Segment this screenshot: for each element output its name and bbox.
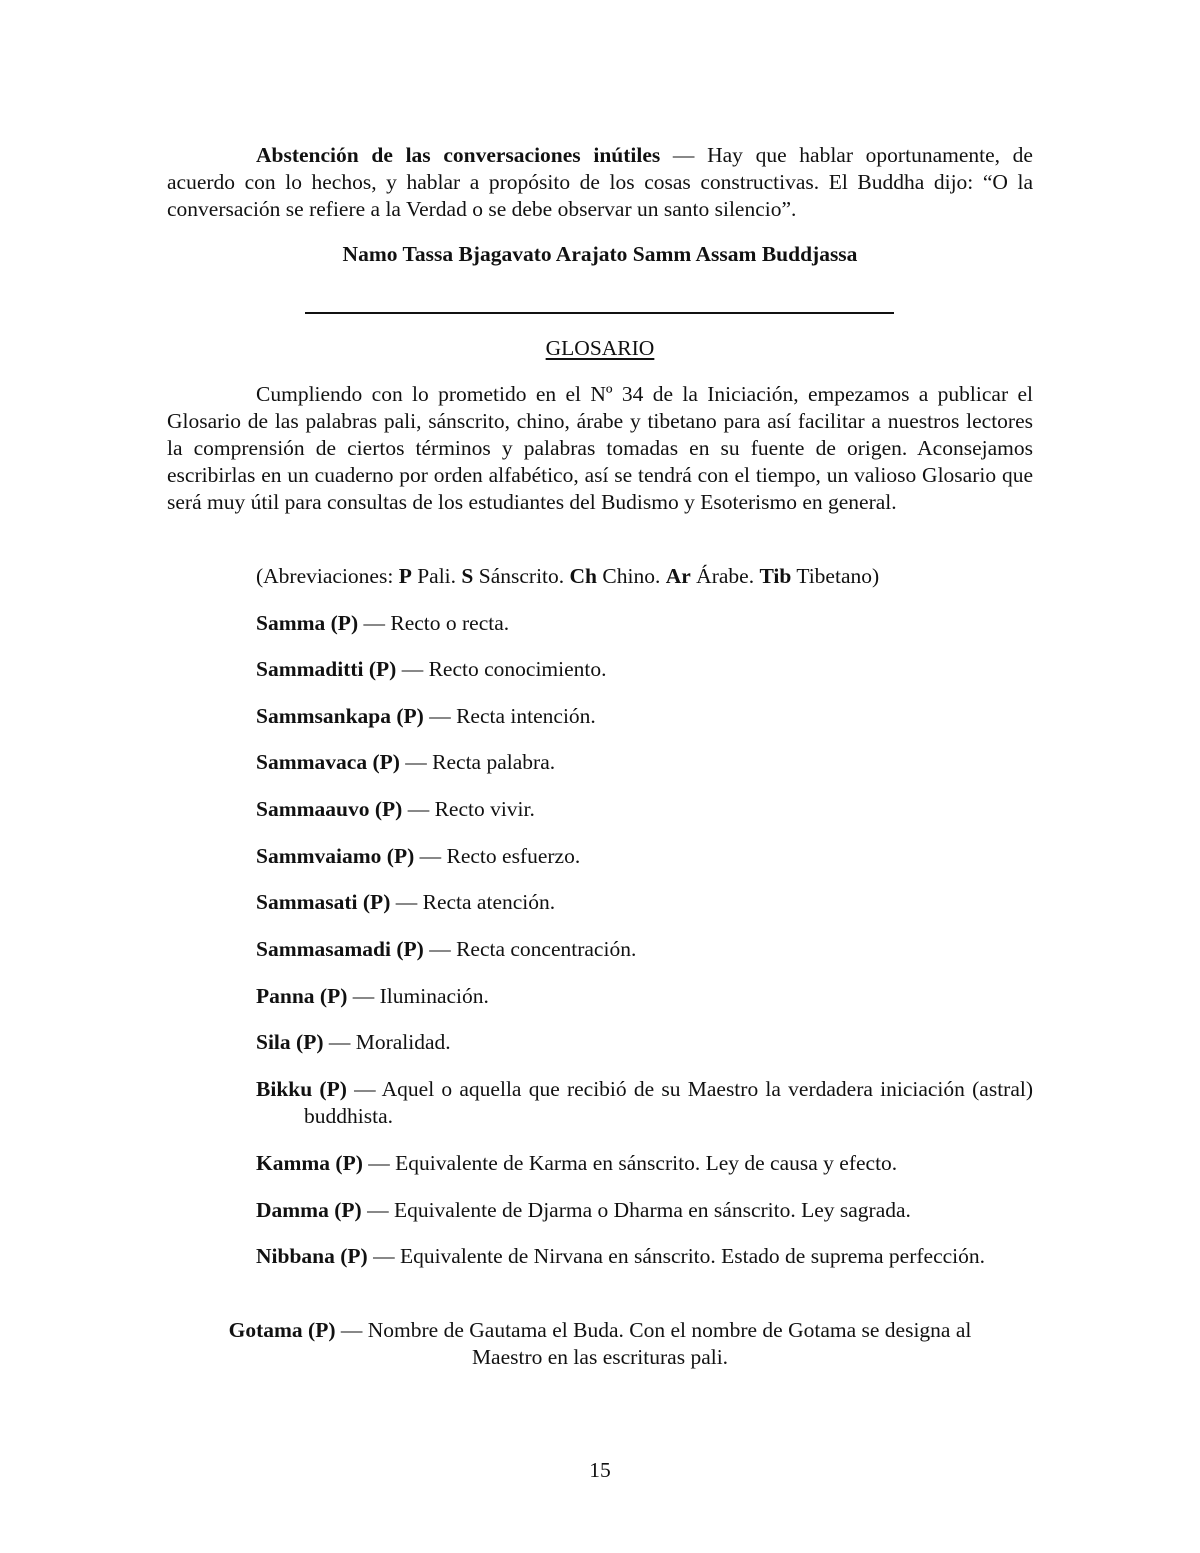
gotama-line-1: Gotama (P) — Nombre de Gautama el Buda. Con el nombre de Gotama se designa al [228,1318,972,1342]
section-divider [305,312,894,314]
glossary-entry: Sammaauvo (P) — Recto vivir. [256,797,535,821]
abbreviations-line: (Abreviaciones: P Pali. S Sánscrito. Ch Chino. Ar Árabe. Tib Tibetano) [256,564,880,588]
glossary-entry: Sammasati (P) — Recta atención. [256,890,556,914]
glossary-entry: Sammaditti (P) — Recto conocimiento. [256,657,607,681]
glossary-entry: Sammavaca (P) — Recta palabra. [256,750,556,774]
glossary-entry: Sammasamadi (P) — Recta concentración. [256,937,637,961]
glossary-entry: Sammvaiamo (P) — Recto esfuerzo. [256,844,581,868]
abstencion-term: Abstención de las conversaciones inútiles [256,143,661,167]
glossary-entry: Samma (P) — Recto o recta. [256,611,510,635]
abstencion-paragraph [167,142,1033,223]
glossary-entry: Bikku (P) — Aquel o aquella que recibió de su Maestro la verdadera iniciación (astral) buddhista. [256,1077,1034,1128]
glossary-entry: Sila (P) — Moralidad. [256,1030,451,1054]
gotama-line-2: Maestro en las escrituras pali. [471,1345,729,1369]
glossary-entry: Damma (P) — Equivalente de Djarma o Dharma en sánscrito. Ley sagrada. [256,1198,911,1222]
glossary-entry: Sammsankapa (P) — Recta intención. [256,704,596,728]
glossary-entry: Nibbana (P) — Equivalente de Nirvana en sánscrito. Estado de suprema perfección. [256,1244,985,1268]
glosario-intro-paragraph: Cumpliendo con lo prometido en el Nº 34 de la Iniciación, empezamos a publicar el Glosario de las palabras pali, sánscrito, chino, árabe y tibetano para así facilitar a nuestros lectores la comprensión de ciertos términos y palabras tomadas en su fuente de origen. Aconsejamos escribirlas en un cuaderno por orden alfabético, así se tendrá con el tiempo, un valioso Glosario que será muy útil para consultas de los estudiantes del Budismo y Esoterismo en general. [167,382,1033,514]
glosario-heading: GLOSARIO [545,336,655,360]
mantra-line [167,241,1033,268]
mantra-text: Namo Tassa Bjagavato Arajato Samm Assam Buddjassa [342,242,858,266]
gotama-entry [167,1317,1033,1371]
page-number: 15 [589,1458,611,1482]
glossary-entry: Panna (P) — Iluminación. [256,984,489,1008]
abstencion-text: — Hay que hablar oportunamente, de acuerdo con lo hechos, y hablar a propósito de los cosas constructivas. El Buddha dijo: “O la conversación se refiere a la Verdad o se debe observar un santo silencio”. [167,143,1033,221]
glosario-heading-line [167,335,1033,362]
glossary-entry: Kamma (P) — Equivalente de Karma en sánscrito. Ley de causa y efecto. [256,1151,898,1175]
